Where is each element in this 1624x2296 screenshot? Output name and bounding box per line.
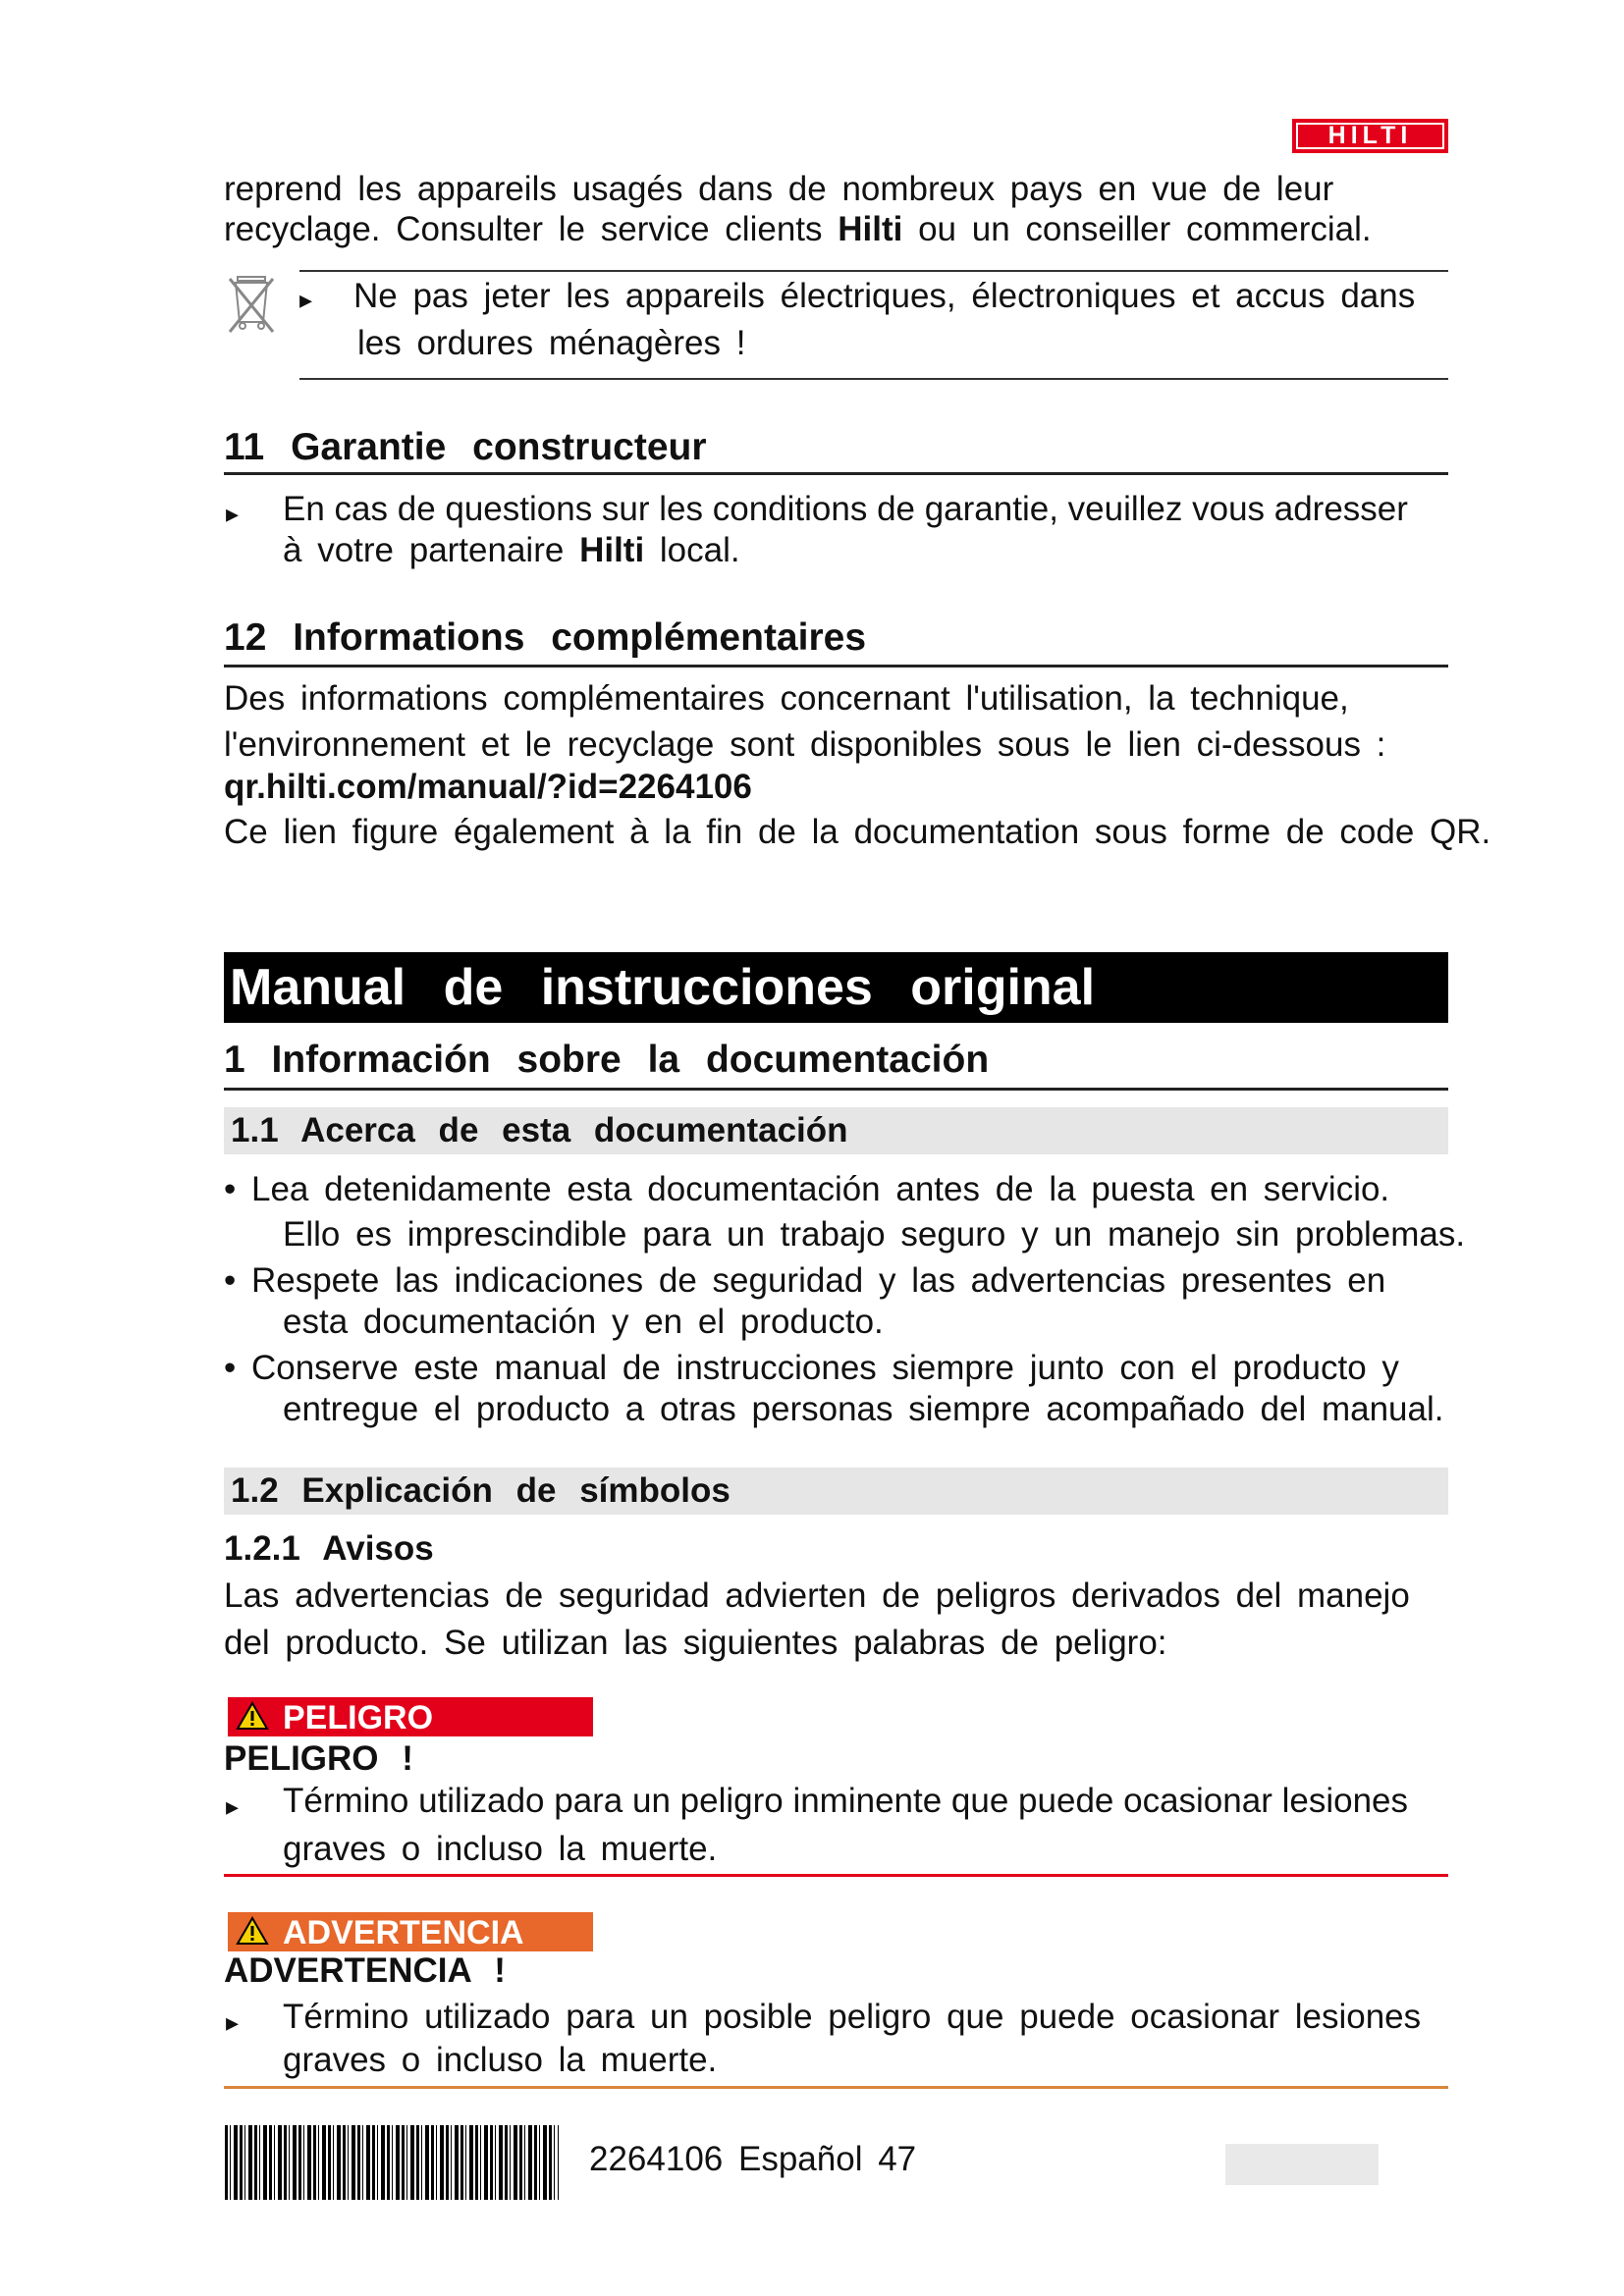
section-12-line-4: Ce lien figure également à la fin de la documentation sous forme de code QR. <box>224 813 1491 851</box>
section-11-brand: Hilti <box>579 531 645 569</box>
disposal-bullet-icon: ▸ <box>299 285 313 314</box>
intro-line-2-pre: recyclage. Consulter le service clients <box>224 210 823 248</box>
disposal-line-1: Ne pas jeter les appareils électriques, électroniques et accus dans <box>353 277 1416 315</box>
es-section-1-2-1-title: 1.2.1 Avisos <box>224 1529 434 1568</box>
section-12-rule <box>224 665 1448 667</box>
advertencia-rule <box>224 2086 1448 2089</box>
peligro-heading: PELIGRO ! <box>224 1739 413 1778</box>
section-11-rule <box>224 472 1448 475</box>
advertencia-line-1: Término utilizado para un posible peligro que puede ocasionar lesiones <box>283 1998 1422 2036</box>
peligro-line-2: graves o incluso la muerte. <box>283 1830 718 1868</box>
peligro-rule <box>224 1874 1448 1877</box>
crossed-out-bin-icon <box>224 263 279 344</box>
peligro-line-1: Término utilizado para un peligro inminente que puede ocasionar lesiones <box>283 1782 1408 1820</box>
es-section-1-title: 1 Información sobre la documentación <box>224 1039 990 1081</box>
peligro-signal-label <box>228 1697 593 1736</box>
advertencia-label-text: ADVERTENCIA <box>283 1914 524 1951</box>
section-11-title: 11 Garantie constructeur <box>224 426 707 468</box>
es-section-1-1-title: 1.1 Acerca de esta documentación <box>224 1107 1448 1154</box>
section-11-line-2-pre: à votre partenaire <box>283 531 565 569</box>
disposal-top-rule <box>299 270 1448 272</box>
disposal-line-2: les ordures ménagères ! <box>357 324 746 362</box>
intro-line-2 <box>224 208 1372 251</box>
es-bullet-1-line-2: Ello es imprescindible para un trabajo seguro y un manejo sin problemas. <box>283 1215 1466 1254</box>
hilti-logo: HILTI <box>1292 119 1448 153</box>
warning-triangle-icon <box>236 1916 269 1946</box>
advertencia-signal-label <box>228 1912 593 1951</box>
avisos-line-2: del producto. Se utilizan las siguientes palabras de peligro: <box>224 1624 1167 1662</box>
section-11-line-2 <box>283 529 740 572</box>
intro-line-1: reprend les appareils usagés dans de nombreux pays en vue de leur <box>224 170 1334 208</box>
es-bullet-1-line-1: • Lea detenidamente esta documentación antes de la puesta en servicio. <box>224 1170 1390 1208</box>
section-12-title: 12 Informations complémentaires <box>224 616 867 659</box>
es-bullet-2-line-2: esta documentación y en el producto. <box>283 1303 884 1341</box>
section-11-line-1: En cas de questions sur les conditions de garantie, veuillez vous adresser <box>283 490 1408 528</box>
footer-text: 2264106 Español 47 <box>589 2140 917 2178</box>
warning-triangle-icon <box>236 1701 269 1731</box>
es-bullet-3-line-1: • Conserve este manual de instrucciones siempre junto con el producto y <box>224 1349 1399 1387</box>
disposal-bottom-rule <box>299 378 1448 380</box>
peligro-label-text: PELIGRO <box>283 1699 434 1736</box>
es-bullet-3-line-2: entregue el producto a otras personas siempre acompañado del manual. <box>283 1390 1444 1428</box>
peligro-bullet-icon: ▸ <box>226 1791 240 1821</box>
intro-brand: Hilti <box>838 210 903 248</box>
advertencia-line-2: graves o incluso la muerte. <box>283 2041 718 2079</box>
avisos-line-1: Las advertencias de seguridad advierten de peligros derivados del manejo <box>224 1576 1410 1615</box>
section-11-line-2-post: local. <box>659 531 740 569</box>
section-12-line-2: l'environnement et le recyclage sont disponibles sous le lien ci-dessous : <box>224 725 1386 764</box>
advertencia-bullet-icon: ▸ <box>226 2007 240 2037</box>
manual-link[interactable]: qr.hilti.com/manual/?id=2264106 <box>224 768 752 806</box>
manual-title-bar: Manual de instrucciones original <box>224 952 1448 1023</box>
es-bullet-2-line-1: • Respete las indicaciones de seguridad y las advertencias presentes en <box>224 1261 1386 1300</box>
es-section-1-2-title: 1.2 Explicación de símbolos <box>224 1468 1448 1515</box>
intro-line-2-post: ou un conseiller commercial. <box>918 210 1372 248</box>
advertencia-heading: ADVERTENCIA ! <box>224 1951 506 1990</box>
section-12-line-1: Des informations complémentaires concernant l'utilisation, la technique, <box>224 679 1349 718</box>
footer-grey-box <box>1225 2144 1379 2185</box>
section-11-bullet-icon: ▸ <box>226 499 240 528</box>
es-section-1-rule <box>224 1088 1448 1091</box>
barcode <box>225 2125 559 2200</box>
